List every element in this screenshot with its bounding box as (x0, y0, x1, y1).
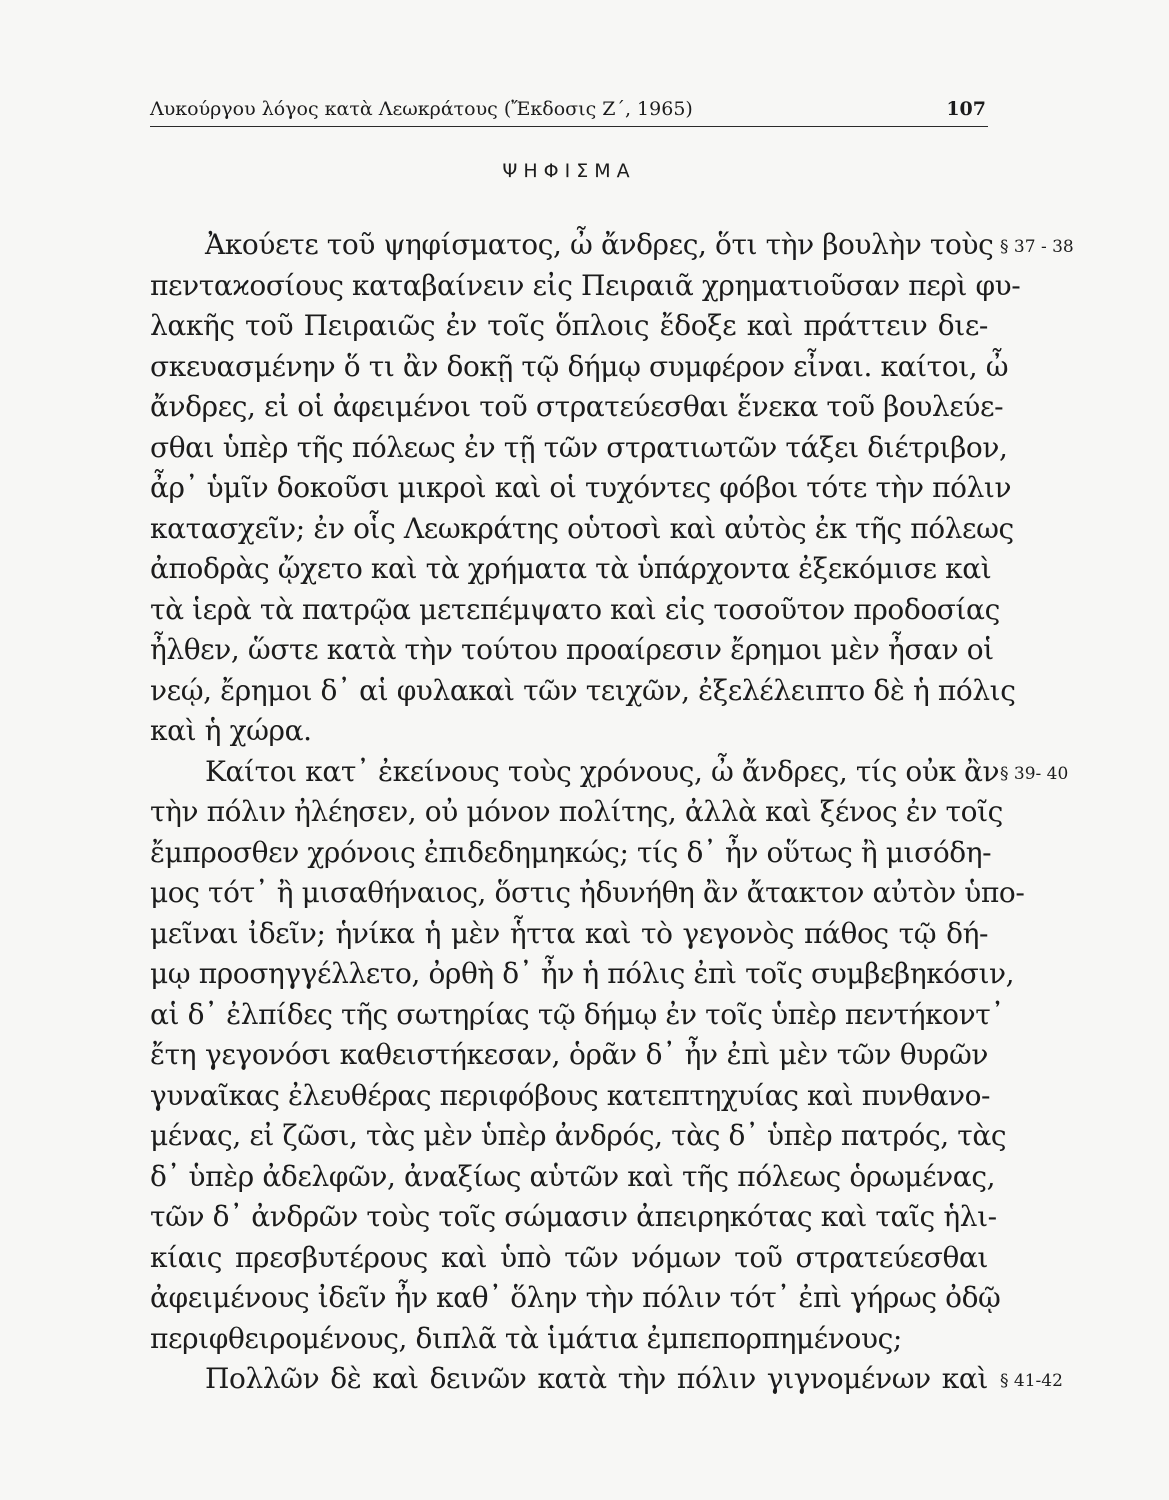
text-line: μεῖναι ἰδεῖν; ἡνίκα ἡ μὲν ἧττα καὶ τὸ γεγονὸς πάθος τῷ δή- (150, 916, 988, 950)
text-line: ἀποδρὰς ᾤχετο καὶ τὰ χρήματα τὰ ὑπάρχοντα ἐξεκόμισε καὶ (150, 552, 992, 585)
page-number: 107 (946, 98, 986, 120)
text-line: ἄνδρες, εἰ οἱ ἀφειμένοι τοῦ στρατεύεσθαι ἕνεκα τοῦ βουλεύε- (150, 390, 1004, 423)
text-line: περιφθειρομένους, διπλᾶ τὰ ἱμάτια ἐμπεπορπημένους; (150, 1321, 902, 1355)
text-line: μένας, εἰ ζῶσι, τὰς μὲν ὑπὲρ ἀνδρός, τὰς δ᾽ ὑπὲρ πατρός, τὰς (150, 1119, 1007, 1152)
text-line: νεῴ, ἔρημοι δ᾽ αἱ φυλακαὶ τῶν τειχῶν, ἐξελέλειπτο δὲ ἡ πόλις (150, 673, 1016, 707)
running-header-title: Λυκούργου λόγος κατὰ Λεωκράτους (Ἔκδοσις Ζ΄, 1965) (150, 98, 693, 120)
text-line: κίαις πρεσβυτέρους καὶ ὑπὸ τῶν νόμων τοῦ στρατεύεσθαι (150, 1240, 988, 1274)
text-line: πενταϰοσίους καταβαίνειν εἰς Πειραιᾶ χρηματιοῦσαν περὶ φυ- (150, 268, 1021, 302)
text-line: ἀφειμένους ἰδεῖν ἦν καθ᾽ ὅλην τὴν πόλιν τότ᾽ ἐπὶ γήρως ὀδῷ (150, 1281, 1001, 1314)
text-line: κατασχεῖν; ἐν οἷς Λεωκράτης οὑτοσὶ καὶ αὐτὸς ἐκ τῆς πόλεως (150, 511, 1014, 545)
text-line: αἱ δ᾽ ἐλπίδες τῆς σωτηρίας τῷ δήμῳ ἐν τοῖς ὑπὲρ πεντήκοντ᾽ (150, 997, 1004, 1031)
text-line: Καίτοι κατ᾽ ἐκείνους τοὺς χρόνους, ὦ ἄνδρες, τίς οὐκ ἂν (205, 754, 1000, 788)
text-line: μῳ προσηγγέλλετο, ὀρθὴ δ᾽ ἦν ἡ πόλις ἐπὶ τοῖς συμβεβηκόσιν, (150, 957, 1015, 990)
text-line: γυναῖκας ἐλευθέρας περιφόβους κατεπτηχυίας καὶ πυνθανο- (150, 1078, 991, 1112)
text-line: τὰ ἱερὰ τὰ πατρῷα μετεπέμψατο καὶ εἰς τοσοῦτον προδοσίας (150, 592, 1000, 626)
text-line: σκευασμένην ὅ τι ἂν δοκῇ τῷ δήμῳ συμφέρον εἶναι. καίτοι, ὦ (150, 349, 1009, 383)
margin-section-note: § 37 - 38 (1000, 237, 1074, 257)
running-header (150, 96, 988, 127)
section-heading: ΨΗΦΙΣΜΑ (502, 160, 636, 182)
text-line: μος τότ᾽ ἢ μισαθήναιος, ὅστις ἠδυνήθη ἂν ἄτακτον αὐτὸν ὑπο- (150, 876, 1025, 909)
text-line: τὴν πόλιν ἠλέησεν, οὐ μόνον πολίτης, ἀλλὰ καὶ ξένος ἐν τοῖς (150, 795, 1003, 828)
text-line: σθαι ὑπὲρ τῆς πόλεως ἐν τῇ τῶν στρατιωτῶν τάξει διέτριβον, (150, 430, 1008, 464)
text-line: δ᾽ ὑπὲρ ἀδελφῶν, ἀναξίως αὑτῶν καὶ τῆς πόλεως ὁρωμένας, (150, 1159, 996, 1193)
margin-section-note: § 39- 40 (1000, 763, 1069, 784)
text-line: Ἀκούετε τοῦ ψηφίσματος, ὦ ἄνδρες, ὅτι τὴν βουλὴν τοὺς (205, 228, 994, 261)
text-line: καὶ ἡ χώρα. (150, 714, 312, 747)
text-line: τῶν δ᾽ ἀνδρῶν τοὺς τοῖς σώμασιν ἀπειρηκότας καὶ ταῖς ἡλι- (150, 1200, 997, 1233)
text-line: ἦλθεν, ὥστε κατὰ τὴν τούτου προαίρεσιν ἔρημοι μὲν ἦσαν οἱ (150, 633, 994, 666)
text-line: Πολλῶν δὲ καὶ δεινῶν κατὰ τὴν πόλιν γιγνομένων καὶ (205, 1362, 988, 1395)
text-line: ἆρ᾽ ὑμῖν δοκοῦσι μικροὶ καὶ οἱ τυχόντες φόβοι τότε τὴν πόλιν (150, 471, 1012, 504)
text-line: ἔτη γεγονόσι καθειστήκεσαν, ὁρᾶν δ᾽ ἦν ἐπὶ μὲν τῶν θυρῶν (150, 1038, 988, 1071)
text-line: ἔμπροσθεν χρόνοις ἐπιδεδημηκώς; τίς δ᾽ ἦν οὕτως ἢ μισόδη- (150, 835, 992, 869)
text-line: λακῆς τοῦ Πειραιῶς ἐν τοῖς ὅπλοις ἔδοξε καὶ πράττειν διε- (150, 309, 988, 342)
margin-section-note: § 41-42 (1000, 1371, 1063, 1391)
